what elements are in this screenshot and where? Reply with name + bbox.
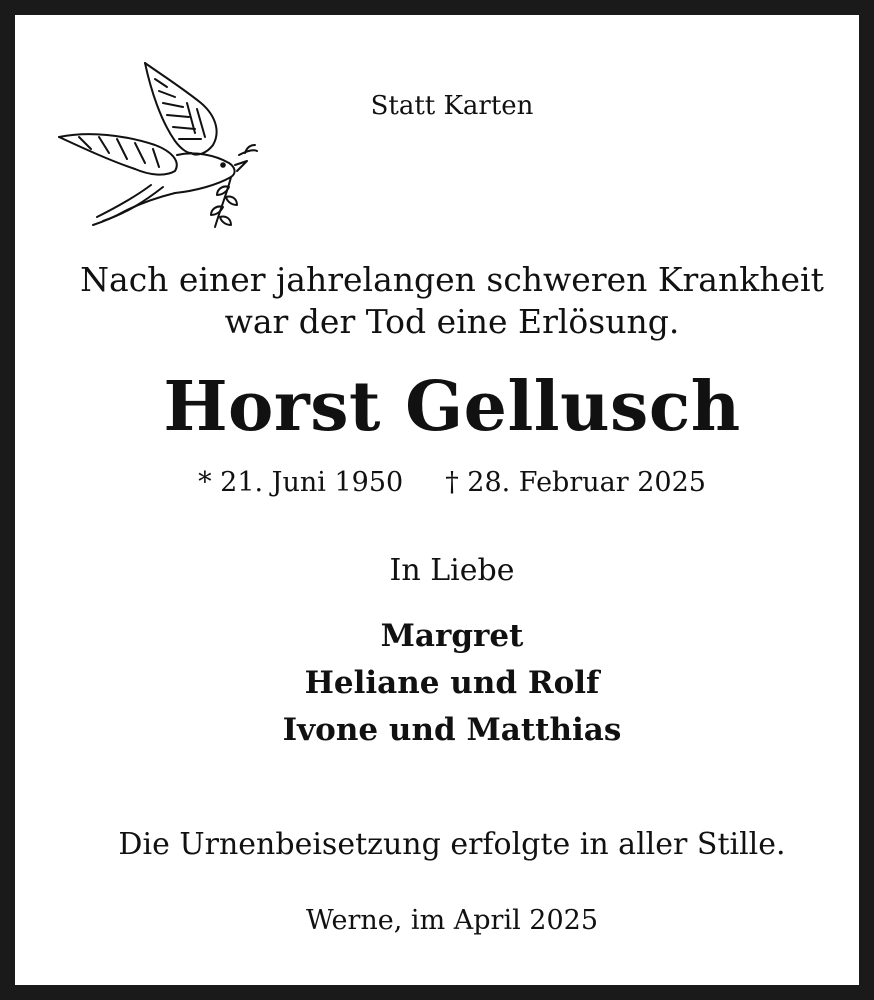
life-dates bbox=[15, 467, 874, 498]
deceased-name: Horst Gellusch bbox=[163, 367, 741, 447]
notice-heading: Statt Karten bbox=[370, 91, 534, 121]
burial-note: Die Urnenbeisetzung erfolgte in aller Stille. bbox=[118, 827, 786, 862]
mourner-name: Margret bbox=[380, 618, 524, 654]
place-and-date: Werne, im April 2025 bbox=[305, 905, 599, 936]
death-date: † 28. Februar 2025 bbox=[445, 467, 706, 498]
intro-line-1: Nach einer jahrelangen schweren Krankheit bbox=[80, 260, 824, 299]
intro-line-2: war der Tod eine Erlösung. bbox=[224, 302, 680, 341]
mourner-name: Heliane und Rolf bbox=[304, 665, 600, 701]
mourners-list bbox=[15, 613, 874, 754]
dove-with-olive-branch-icon bbox=[55, 57, 260, 235]
in-love-text: In Liebe bbox=[389, 553, 515, 588]
intro-text bbox=[15, 259, 874, 343]
birth-date: * 21. Juni 1950 bbox=[198, 467, 404, 498]
mourner-name: Ivone und Matthias bbox=[282, 712, 622, 748]
